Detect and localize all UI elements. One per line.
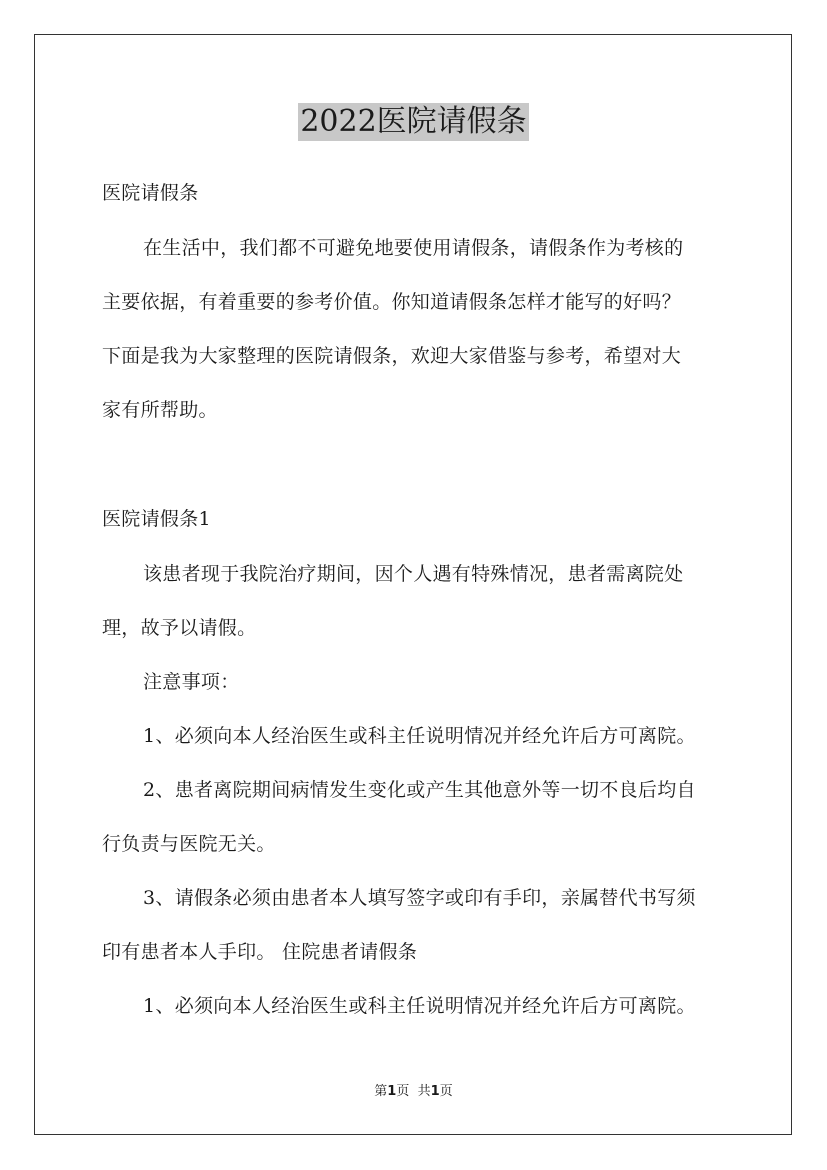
- page-label-suffix: 页: [396, 1084, 410, 1099]
- body-line-rule-2: 2、患者离院期间病情发生变化或产生其他意外等一切不良后均自: [143, 779, 696, 801]
- section-heading-1: 医院请假条1: [102, 508, 211, 530]
- total-pages: 1: [430, 1084, 440, 1099]
- intro-line-3: 下面是我为大家整理的医院请假条，欢迎大家借鉴与参考，希望对大: [102, 345, 682, 367]
- body-line-rule-1: 1、必须向本人经治医生或科主任说明情况并经允许后方可离院。: [143, 725, 696, 747]
- body-line-rule-1-repeat: 1、必须向本人经治医生或科主任说明情况并经允许后方可离院。: [143, 995, 696, 1017]
- intro-line-2: 主要依据，有着重要的参考价值。你知道请假条怎样才能写的好吗？: [102, 291, 682, 313]
- page-number: 1: [387, 1084, 397, 1099]
- total-label-prefix: 共: [417, 1084, 431, 1099]
- intro-line-4: 家有所帮助。: [102, 399, 218, 421]
- page-footer: [0, 1083, 827, 1101]
- body-line-rule-3-cont: 印有患者本人手印。 住院患者请假条: [102, 941, 418, 963]
- body-line-2: 理，故予以请假。: [102, 617, 257, 639]
- document-title: 2022医院请假条: [300, 104, 527, 139]
- intro-line-1: 在生活中，我们都不可避免地要使用请假条，请假条作为考核的: [143, 237, 684, 259]
- body-line-1: 该患者现于我院治疗期间，因个人遇有特殊情况，患者需离院处: [143, 563, 684, 585]
- title-container: [0, 103, 827, 141]
- page-label-prefix: 第: [374, 1084, 388, 1099]
- total-label-suffix: 页: [439, 1084, 453, 1099]
- body-line-rule-2-cont: 行负责与医院无关。: [102, 833, 276, 855]
- section-heading: 医院请假条: [102, 182, 199, 204]
- body-line-rule-3: 3、请假条必须由患者本人填写签字或印有手印，亲属替代书写须: [143, 887, 696, 909]
- body-line-notice: 注意事项：: [143, 671, 240, 693]
